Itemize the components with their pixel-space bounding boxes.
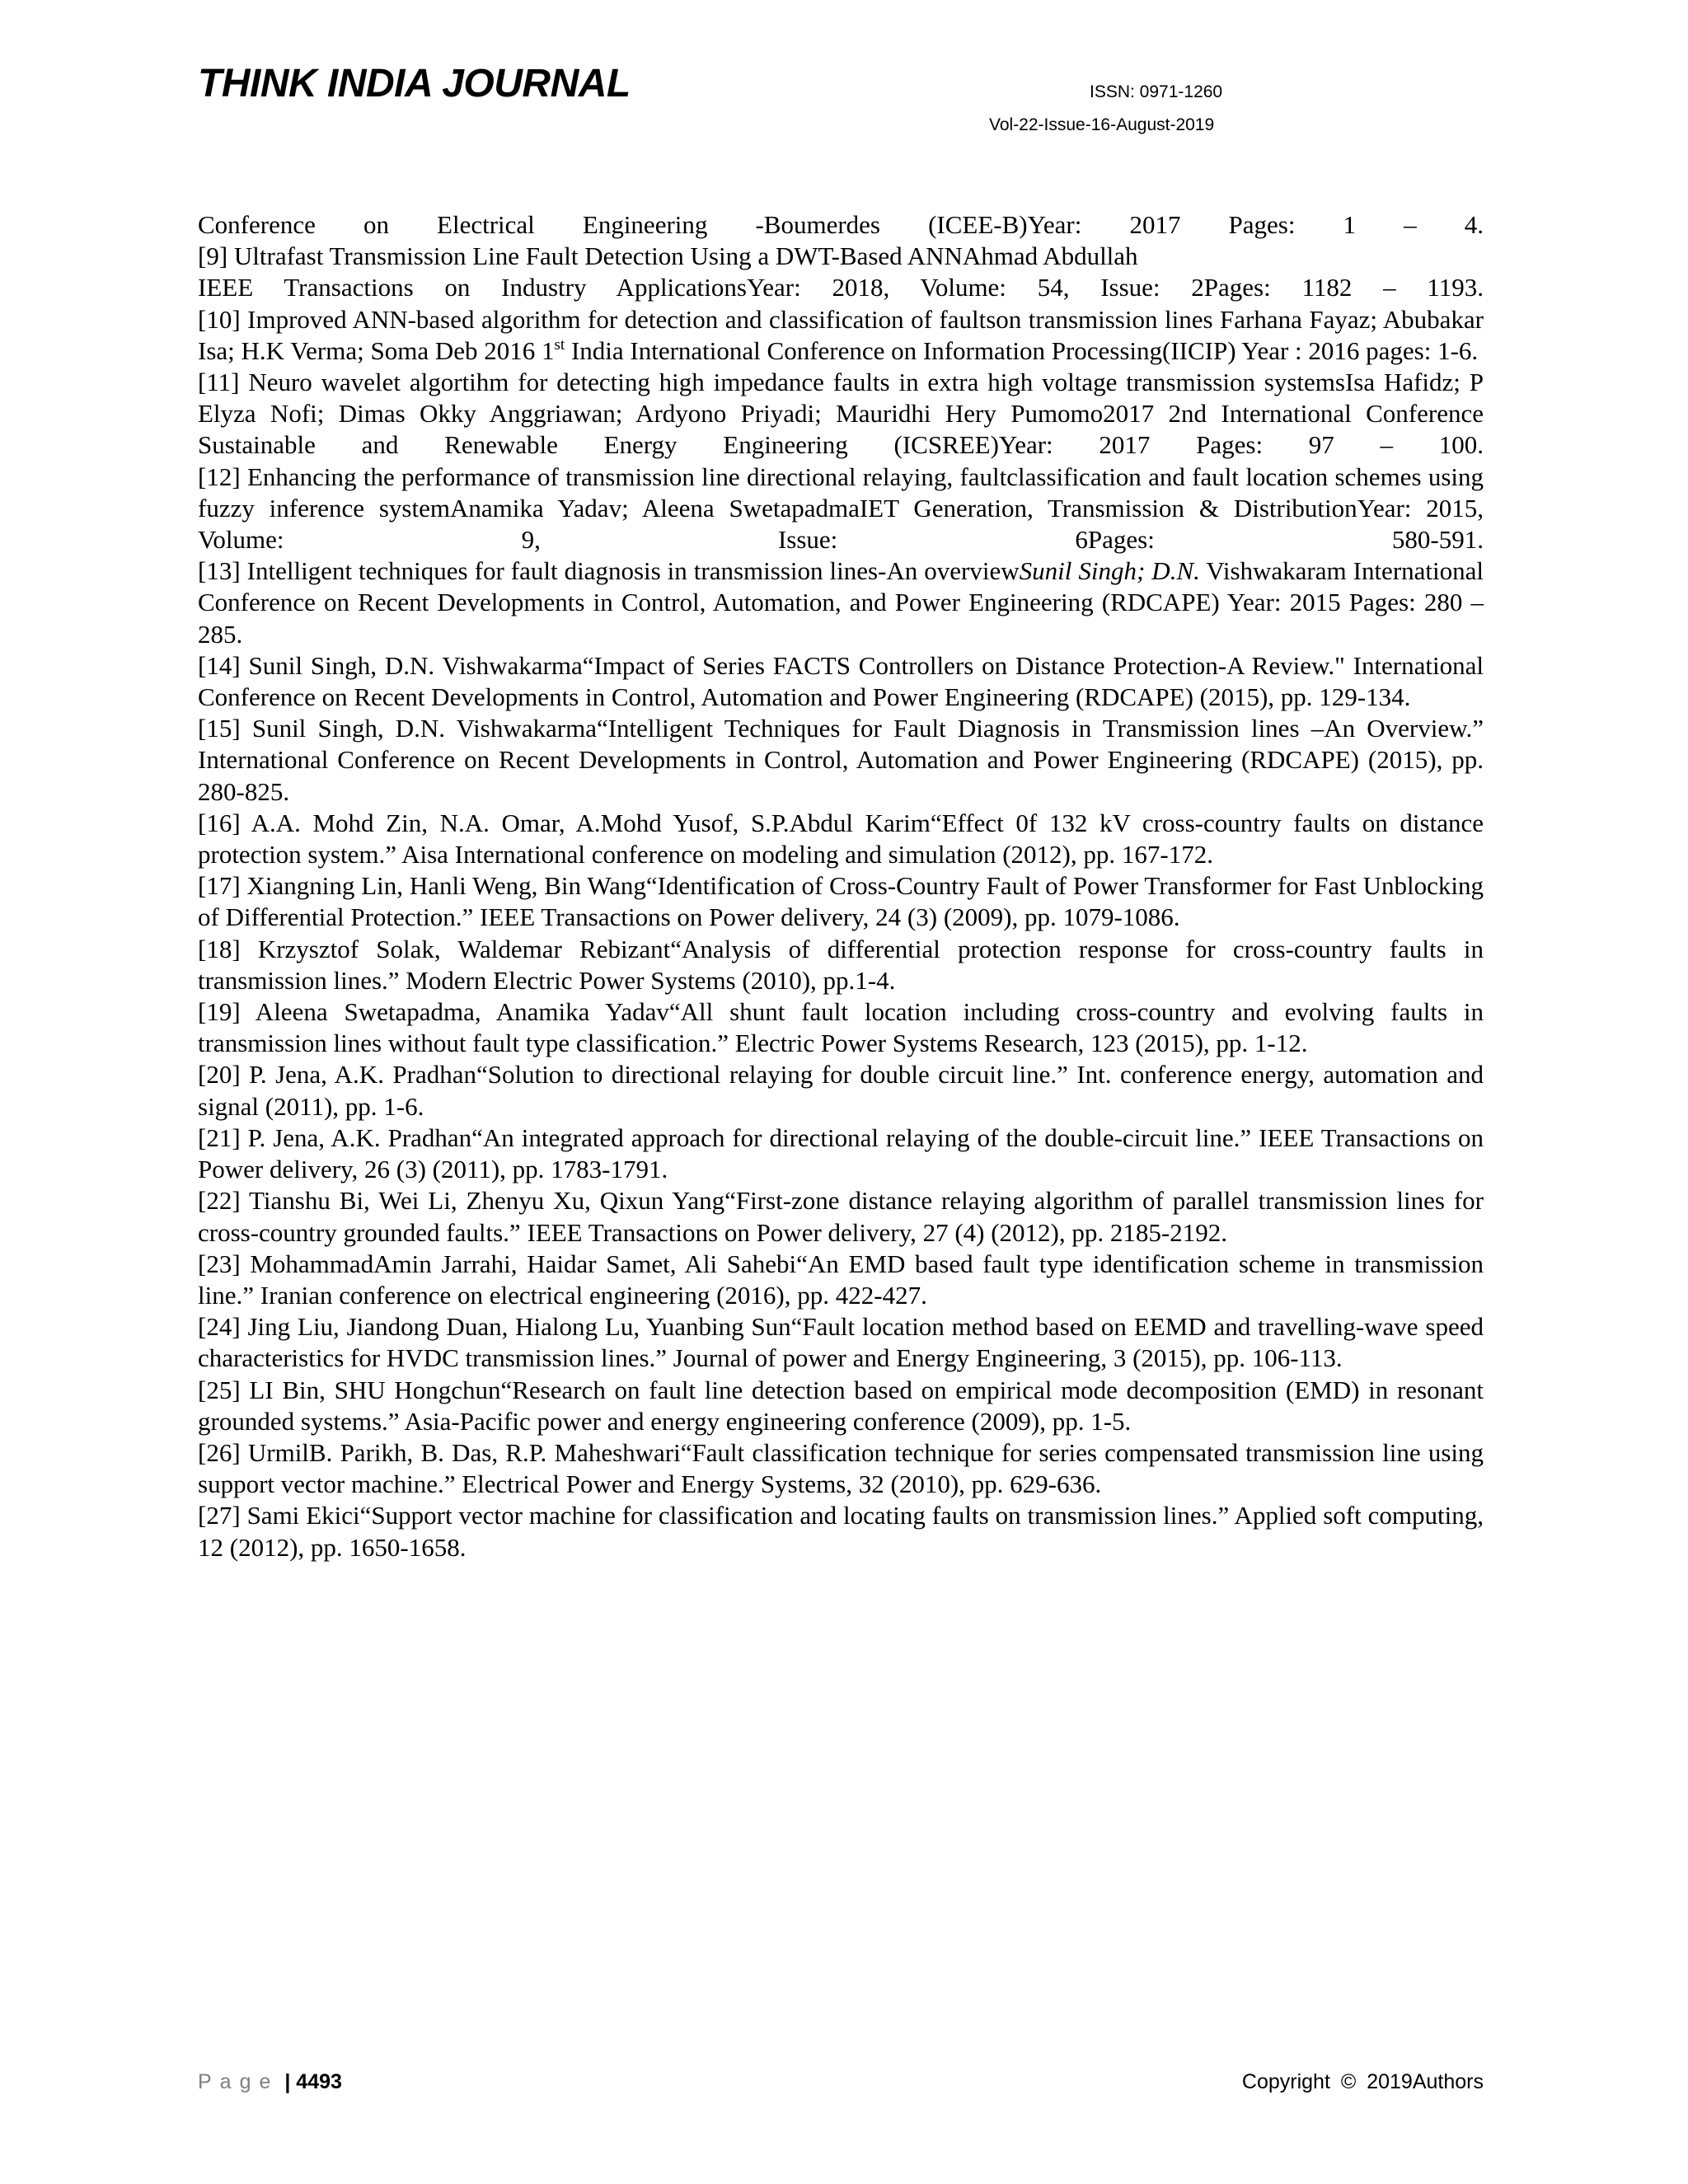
reference-text: [13] Intelligent techniques for fault diagnosis in transmission lines-An overview bbox=[198, 556, 1020, 586]
reference-item: [17] Xiangning Lin, Hanli Weng, Bin Wang“Identification of Cross-Country Fault of Power Transformer for Fast Unblocking of Differential Protection.” IEEE Transactions on Power delivery, 24 (3) (2009), pp. 1079-1086. bbox=[198, 871, 1484, 932]
page-word: Page bbox=[198, 2070, 279, 2093]
copyright-holder: 2019Authors bbox=[1367, 2070, 1484, 2093]
footer-copyright bbox=[1242, 2070, 1484, 2094]
reference-item: [21] P. Jena, A.K. Pradhan“An integrated approach for directional relaying of the double-circuit line.” IEEE Transactions on Power delivery, 26 (3) (2011), pp. 1783-1791. bbox=[198, 1122, 1484, 1184]
reference-item: [19] Aleena Swetapadma, Anamika Yadav“All shunt fault location including cross-country and evolving faults in transmission lines without fault type classification.” Electric Power Systems Research, 123 (2015), pp. 1-12. bbox=[198, 997, 1484, 1058]
reference-item bbox=[198, 304, 1484, 367]
reference-item: Conference on Electrical Engineering -Boumerdes (ICEE-B)Year: 2017 Pages: 1 – 4. bbox=[198, 210, 1484, 239]
copyright-label: Copyright bbox=[1241, 2070, 1330, 2093]
journal-title: THINK INDIA JOURNAL bbox=[198, 62, 631, 105]
ordinal-suffix: st bbox=[554, 335, 565, 354]
reference-item: [9] Ultrafast Transmission Line Fault Detection Using a DWT-Based ANNAhmad Abdullah bbox=[198, 241, 1138, 271]
reference-item: [23] MohammadAmin Jarrahi, Haidar Samet, Ali Sahebi“An EMD based fault type identification scheme in transmission line.” Iranian conference on electrical engineering (2016), pp. 422-427. bbox=[198, 1249, 1484, 1310]
reference-text: [10] Improved ANN-based algorithm for detection and classification of faultson transmission lines Farhana Fayaz; Abubakar Isa; H.K Verma; Soma Deb 2016 1 bbox=[198, 304, 1484, 365]
reference-item: [25] LI Bin, SHU Hongchun“Research on fault line detection based on empirical mode decomposition (EMD) in resonant grounded systems.” Asia-Pacific power and energy engineering conference (2009), pp. 1-5. bbox=[198, 1375, 1484, 1436]
reference-item: [24] Jing Liu, Jiandong Duan, Hialong Lu, Yuanbing Sun“Fault location method based on EEMD and travelling-wave speed characteristics for HVDC transmission lines.” Journal of power and Energy Engineering, 3 (2015), pp. 106-113. bbox=[198, 1312, 1484, 1373]
reference-item: [22] Tianshu Bi, Wei Li, Zhenyu Xu, Qixun Yang“First-zone distance relaying algorithm of parallel transmission lines for cross-country grounded faults.” IEEE Transactions on Power delivery, 27 (4) (2012), pp. 2185-2192. bbox=[198, 1186, 1484, 1247]
reference-text: India International Conference on Information Processing(IICIP) Year : 2016 pages: 1-6. bbox=[565, 335, 1479, 365]
reference-text: Vishwakaram International Conference on Recent Developments in Control, Automation, and Power Engineering (RDCAPE) Year: 2015 Pages: 280 – 285. bbox=[198, 556, 1484, 649]
reference-item: [26] UrmilB. Parikh, B. Das, R.P. Maheshwari“Fault classification technique for series compensated transmission line using support vector machine.” Electrical Power and Energy Systems, 32 (2010), pp. 629-636. bbox=[198, 1437, 1484, 1499]
reference-item bbox=[198, 555, 1484, 650]
reference-item: [16] A.A. Mohd Zin, N.A. Omar, A.Mohd Yusof, S.P.Abdul Karim“Effect 0f 132 kV cross-country faults on distance protection system.” Aisa International conference on modeling and simulation (2012), pp. 167-172. bbox=[198, 808, 1484, 869]
reference-item: [14] Sunil Singh, D.N. Vishwakarma“Impact of Series FACTS Controllers on Distance Protection-A Review." International Conference on Recent Developments in Control, Automation and Power Engineering (RDCAPE) (2015), pp. 129-134. bbox=[198, 650, 1484, 712]
reference-authors-italic: Sunil Singh; D.N. bbox=[1019, 556, 1200, 586]
footer-page-number bbox=[198, 2070, 342, 2094]
issn-label: ISSN: 0971-1260 bbox=[1090, 82, 1223, 101]
reference-item: [18] Krzysztof Solak, Waldemar Rebizant“Analysis of differential protection response for cross-country faults in transmission lines.” Modern Electric Power Systems (2010), pp.1-4. bbox=[198, 934, 1484, 995]
copyright-icon: © bbox=[1340, 2070, 1357, 2093]
reference-item: [27] Sami Ekici“Support vector machine for classification and locating faults on transmission lines.” Applied soft computing, 12 (2012), pp. 1650-1658. bbox=[198, 1501, 1484, 1562]
reference-item: [20] P. Jena, A.K. Pradhan“Solution to directional relaying for double circuit line.” Int. conference energy, automation and signal (2011), pp. 1-6. bbox=[198, 1060, 1484, 1121]
reference-item: [15] Sunil Singh, D.N. Vishwakarma“Intelligent Techniques for Fault Diagnosis in Transmission lines –An Overview.” International Conference on Recent Developments in Control, Automation and Power Engineering (RDCAPE) (2015), pp. 280-825. bbox=[198, 714, 1484, 806]
page-number: | 4493 bbox=[284, 2070, 342, 2093]
reference-list bbox=[198, 209, 1484, 1563]
reference-item: IEEE Transactions on Industry ApplicationsYear: 2018, Volume: 54, Issue: 2Pages: 1182 – 1193. bbox=[198, 273, 1484, 302]
reference-item: [12] Enhancing the performance of transmission line directional relaying, faultclassification and fault location schemes using fuzzy inference systemAnamika Yadav; Aleena SwetapadmaIET Generation, Transmission & DistributionYear: 2015, Volume: 9, Issue: 6Pages: 580-591. bbox=[198, 462, 1484, 555]
reference-item: [11] Neuro wavelet algortihm for detecting high impedance faults in extra high voltage transmission systemsIsa Hafidz; P Elyza Nofi; Dimas Okky Anggriawan; Ardyono Priyadi; Mauridhi Hery Pumomo2017 2nd International Conference Sustainable and Renewable Energy Engineering (ICSREE)Year: 2017 Pages: 97 – 100. bbox=[198, 368, 1484, 460]
volume-label: Vol-22-Issue-16-August-2019 bbox=[989, 115, 1215, 134]
